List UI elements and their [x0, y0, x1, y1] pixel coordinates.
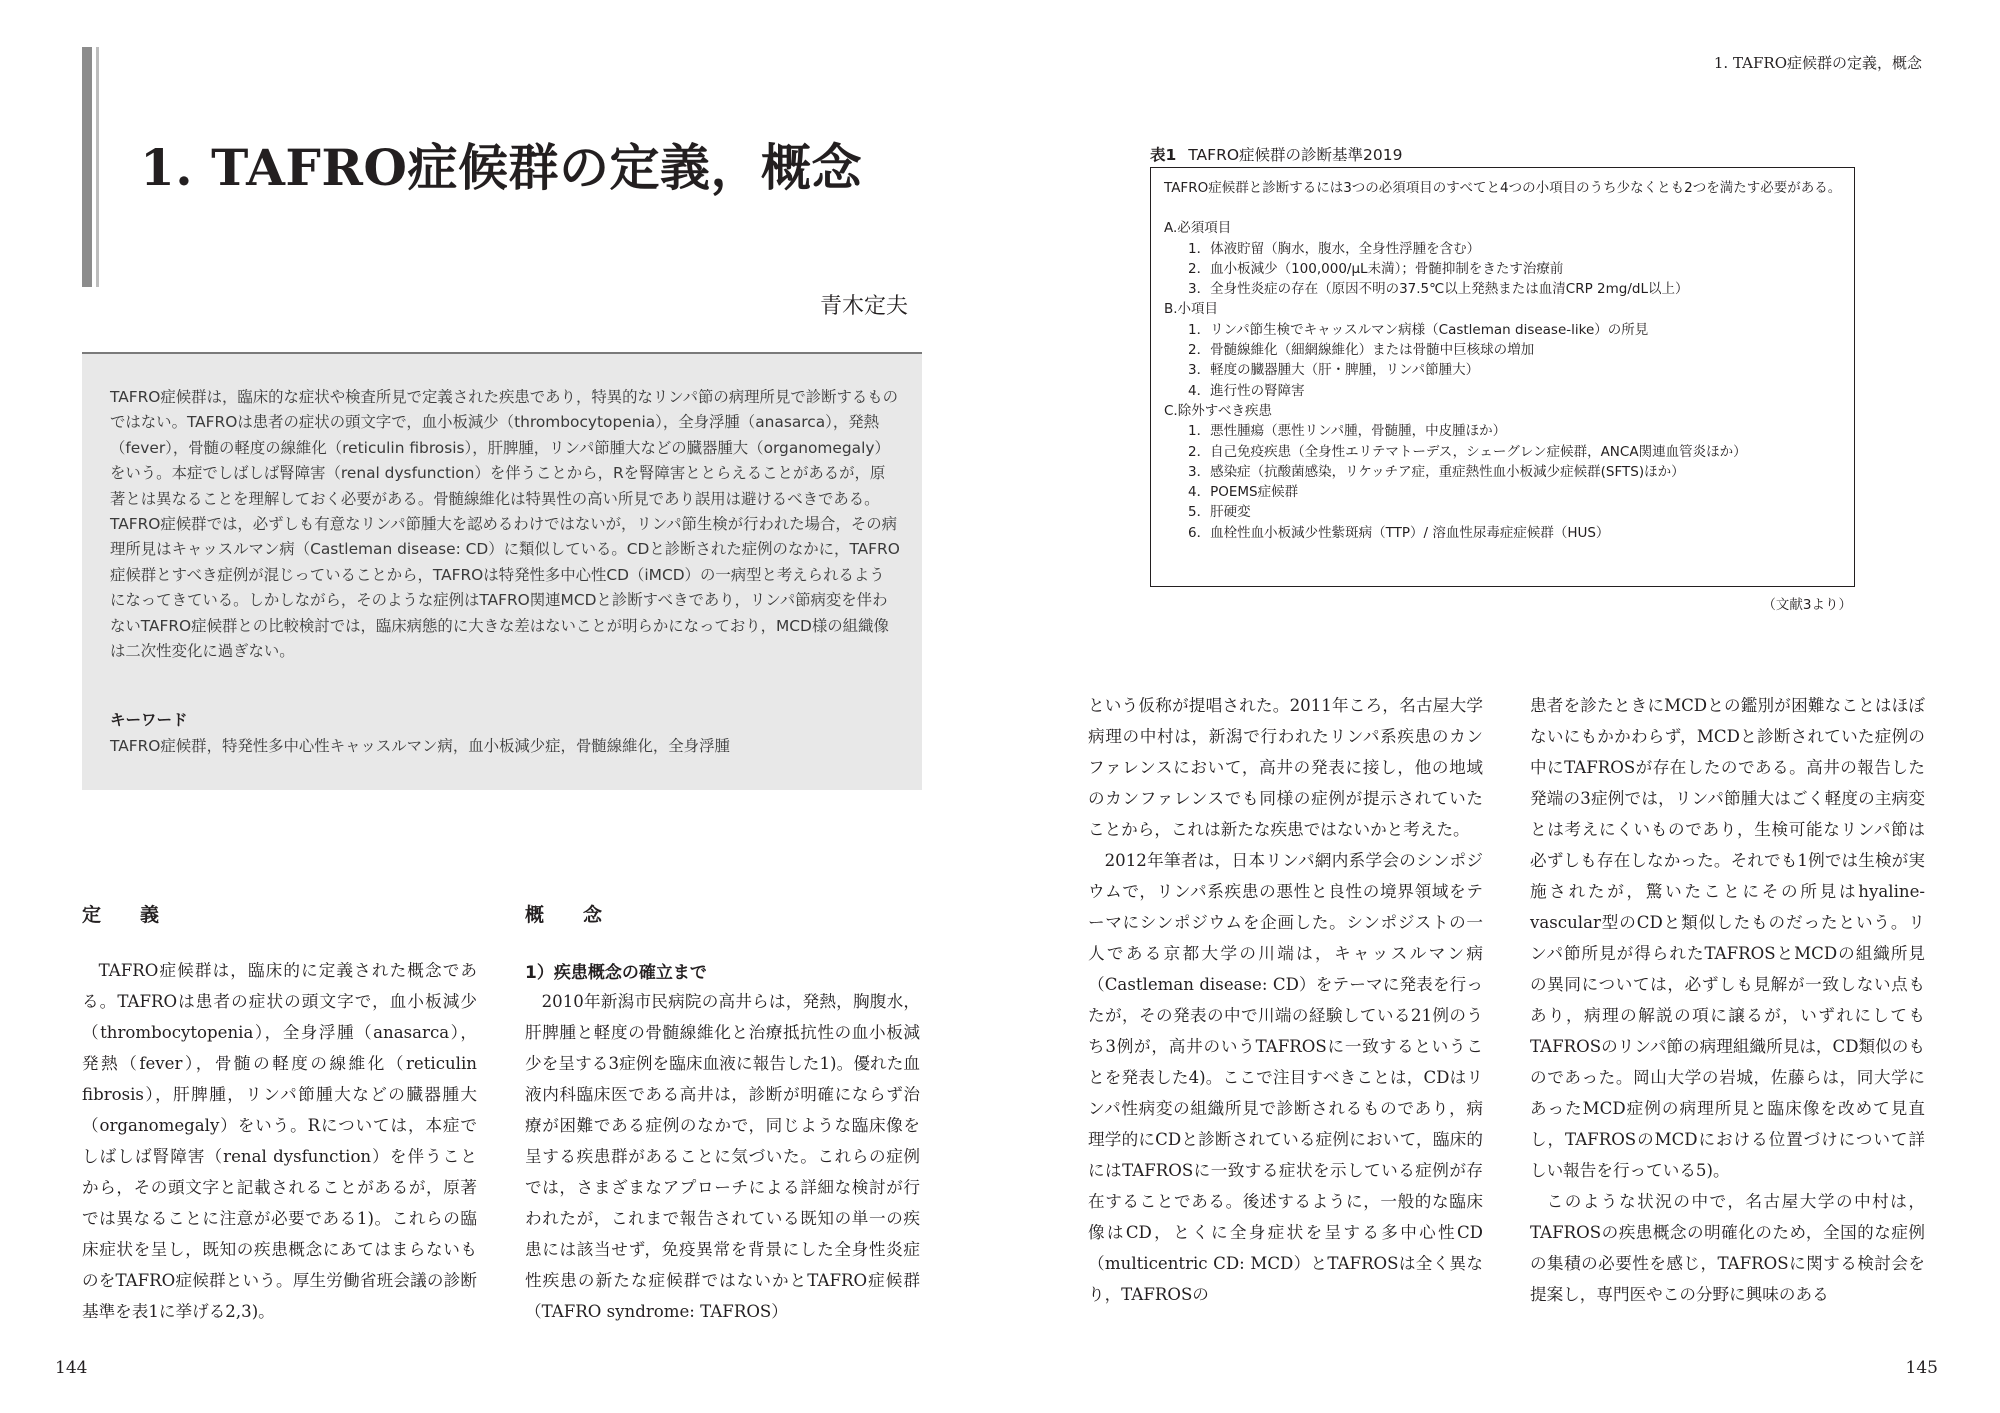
criteria-item: 5．肝硬変 [1188, 504, 1251, 521]
criteria-item: 2．骨髄線維化（細網線維化）または骨髄中巨核球の増加 [1188, 342, 1535, 359]
criteria-category: C.除外すべき疾患 [1164, 402, 1272, 419]
diagnostic-criteria-content [1164, 178, 1844, 543]
criteria-item: 3．軽度の臓器腫大（肝・脾腫，リンパ節腫大） [1188, 362, 1480, 379]
body-paragraph: 患者を診たときにMCDとの鑑別が困難なことはほぼないにもかかわらず，MCDと診断されていた症例の中にTAFROSが存在したのである。高井の報告した発端の3症例では，リンパ節腫大はごく軽度の主病変とは考えにくいものであり，生検可能なリンパ節は必ずしも存在しなかった。それでも1例では生検が実施されたが，驚いたことにその所見はhyaline-vascular型のCDと類似したものだったという。リンパ節所見が得られたTAFROSとMCDの組織所見の異同については，必ずしも見解が一致しない点もあり，病理の解説の項に譲るが，いずれにしてもTAFROSのリンパ節の病理組織所見は，CD類似のものであった。岡山大学の岩城，佐藤らは，同大学にあったMCD症例の病理所見と臨床像を改めて見直し，TAFROSのMCDにおける位置づけについて詳しい報告を行っている5)。 [1530, 696, 1925, 1180]
body-paragraph: TAFRO症候群は，臨床的に定義された概念である。TAFROは患者の症状の頭文字で，血小板減少（thrombocytopenia），全身浮腫（anasarca），発熱（fever），骨髄の軽度の線維化（reticulin fibrosis），肝脾腫，リンパ節腫大などの臓器腫大（organomegaly）をいう。Rについては，本症でしばしば腎障害（renal dysfunction）を伴うことから，その頭文字と記載されることがあるが，原著では異なることに注意が必要である1)。これらの臨床症状を呈し，既知の疾患概念にあてはまらないものをTAFRO症候群という。厚生労働省班会議の診断基準を表1に挙げる2,3)。 [82, 961, 477, 1321]
title-accent-bar-thin [96, 47, 99, 287]
abstract-text [110, 385, 900, 664]
body-paragraph: 2012年筆者は，日本リンパ網内系学会のシンポジウムで，リンパ系疾患の悪性と良性の境界領域をテーマにシンポジウムを企画した。シンポジストの一人である京都大学の川端は，キャッスルマン病（Castleman disease: CD）をテーマに発表を行ったが，その発表の中で川端の経験している21例のうち3例が，高井のいうTAFROSに一致するということを発表した4)。ここで注目すべきことは，CDはリンパ性病変の組織所見で診断されるものであり，病理学的にCDと診断されている症例において，臨床的にはTAFROSに一致する症状を示している症例が存在することである。後述するように，一般的な臨床像はCD，とくに全身症状を呈する多中心性CD（multicentric CD: MCD）とTAFROSは全く異なり，TAFROSの [1088, 851, 1483, 1304]
table-label: 表1 [1150, 146, 1177, 164]
chapter-title: 1. TAFRO症候群の定義，概念 [140, 138, 862, 197]
criteria-item: 3．感染症（抗酸菌感染，リケッチア症，重症熱性血小板減少症候群(SFTS)ほか） [1188, 463, 1685, 480]
section-heading-concept: 概 念 [525, 904, 613, 926]
criteria-item: 4．POEMS症候群 [1188, 484, 1299, 501]
criteria-item: 1．悪性腫瘍（悪性リンパ腫，骨髄腫，中皮腫ほか） [1188, 423, 1507, 440]
keyword-label: キーワード [110, 711, 188, 729]
right-page [1000, 0, 2000, 1413]
body-column-2 [525, 986, 920, 1327]
body-paragraph: このような状況の中で，名古屋大学の中村は，TAFROSの疾患概念の明確化のため，全国的な症例の集積の必要性を感じ，TAFROSに関する検討会を提案し，専門医やこの分野に興味のある [1530, 1192, 1925, 1304]
criteria-item: 3．全身性炎症の存在（原因不明の37.5℃以上発熱または血清CRP 2mg/dL以上） [1188, 281, 1689, 298]
criteria-intro: TAFRO症候群と診断するには3つの必須項目のすべてと4つの小項目のうち少なくとも2つを満たす必要がある。 [1164, 180, 1842, 196]
criteria-item: 2．自己免疫疾患（全身性エリテマトーデス，シェーグレン症候群，ANCA関連血管炎ほか） [1188, 443, 1747, 460]
title-accent-bar [82, 47, 92, 287]
subsection-heading: 1）疾患概念の確立まで [525, 963, 707, 983]
criteria-item: 4．進行性の腎障害 [1188, 382, 1305, 399]
keyword-list: TAFRO症候群，特発性多中心性キャッスルマン病，血小板減少症，骨髄線維化，全身浮腫 [110, 737, 730, 755]
abstract-paragraph: TAFRO症候群では，必ずしも有意なリンパ節腫大を認めるわけではないが，リンパ節生検が行われた場合，その病理所見はキャッスルマン病（Castleman disease: CD）に類似している。CDと診断された症例のなかに，TAFRO症候群とすべき症例が混じっていることから，TAFROは特発性多中心性CD（iMCD）の一病型と考えられるようになってきている。しかしながら，そのような症例はTAFRO関連MCDと診断すべきであり，リンパ節病変を伴わないTAFRO症候群との比較検討では，臨床病態的に大きな差はないことが明らかになっており，MCD様の組織像は二次性変化に過ぎない。 [110, 515, 900, 661]
page-number: 144 [55, 1358, 88, 1378]
criteria-item: 6．血栓性血小板減少性紫斑病（TTP）/ 溶血性尿毒症症候群（HUS） [1188, 524, 1610, 541]
body-column-3 [1088, 690, 1483, 1310]
table-caption [1150, 143, 1403, 165]
page-number: 145 [1905, 1358, 1938, 1378]
body-paragraph: 2010年新潟市民病院の高井らは，発熱，胸腹水，肝脾腫と軽度の骨髄線維化と治療抵抗性の血小板減少を呈する3症例を臨床血液に報告した1)。優れた血液内科臨床医である高井は，診断が明確にならず治療が困難である症例のなかで，同じような臨床像を呈する疾患群があることに気づいた。これらの症例では，さまざまなアプローチによる詳細な検討が行われたが，これまで報告されている既知の単一の疾患には該当せず，免疫異常を背景にした全身性炎症性疾患の新たな症候群ではないかとTAFRO症候群（TAFRO syndrome: TAFROS） [525, 992, 920, 1321]
section-heading-definition: 定 義 [82, 904, 170, 926]
author-name: 青木定夫 [820, 294, 909, 319]
criteria-item: 2．血小板減少（100,000/μL未満）；骨髄抑制をきたす治療前 [1188, 260, 1564, 277]
criteria-category: B.小項目 [1164, 301, 1219, 318]
running-head: 1. TAFRO症候群の定義，概念 [1713, 54, 1922, 72]
table-source: （文献3より） [1762, 597, 1852, 613]
table-title: TAFRO症候群の診断基準2019 [1188, 146, 1403, 164]
criteria-item: 1．体液貯留（胸水，腹水，全身性浮腫を含む） [1188, 240, 1481, 257]
abstract-paragraph: TAFRO症候群は，臨床的な症状や検査所見で定義された疾患であり，特異的なリンパ節の病理所見で診断するものではない。TAFROは患者の症状の頭文字で，血小板減少（thrombocytopenia），全身浮腫（anasarca），発熱（fever），骨髄の軽度の線維化（reticulin fibrosis），肝脾腫，リンパ節腫大などの臓器腫大（organomegaly）をいう。本症でしばしば腎障害（renal dysfunction）を伴うことから，Rを腎障害ととらえることがあるが，原著とは異なることを理解しておく必要がある。骨髄線維化は特異性の高い所見であり誤用は避けるべきである。 [110, 388, 899, 508]
criteria-category: A.必須項目 [1164, 220, 1232, 237]
body-paragraph: という仮称が提唱された。2011年ころ，名古屋大学病理の中村は，新潟で行われたリンパ系疾患のカンファレンスにおいて，高井の発表に接し，他の地域のカンファレンスでも同様の症例が提示されていたことから，これは新たな疾患ではないかと考えた。 [1088, 696, 1483, 839]
body-column-4 [1530, 690, 1925, 1310]
body-column-1 [82, 955, 477, 1327]
criteria-item: 1．リンパ節生検でキャッスルマン病様（Castleman disease-like）の所見 [1188, 321, 1649, 338]
